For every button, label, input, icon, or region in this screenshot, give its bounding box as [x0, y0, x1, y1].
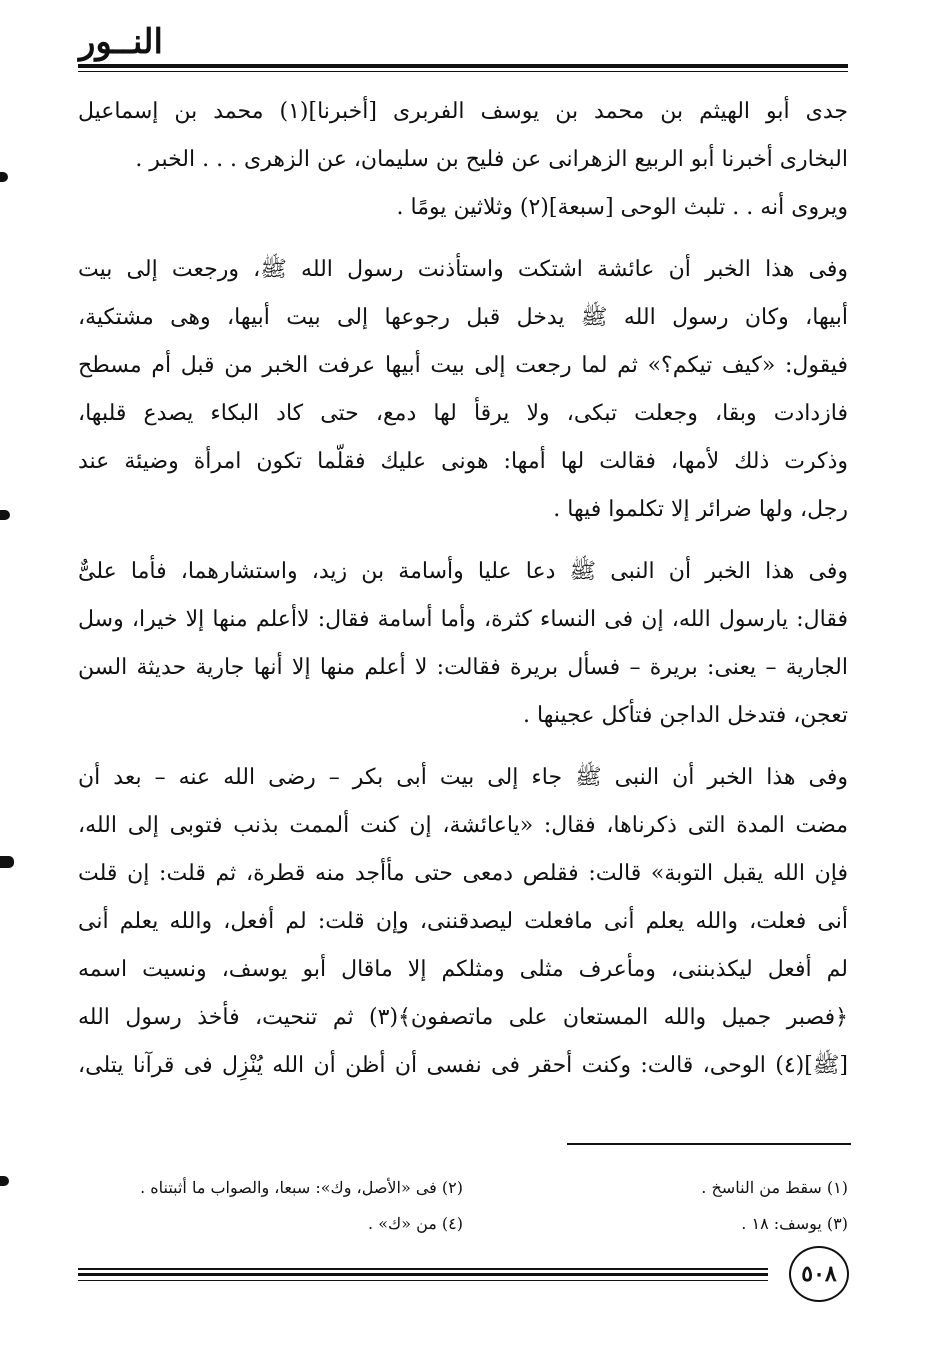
footer-rule	[78, 1273, 768, 1276]
text-line: وفى هذا الخبر أن النبى ﷺ دعا عليا وأسامة بن زيد، واستشارهما، فأما علىٌّ	[78, 559, 848, 584]
footer-rule	[78, 1280, 768, 1281]
margin-scan-mark	[0, 510, 10, 520]
text-line: تعجن، فتدخل الداجن فتأكل عجينها .	[523, 703, 848, 728]
text-line: الجارية – يعنى: بريرة – فسأل بريرة فقالت: لا أعلم منها إلا أنها جارية حديثة السن	[78, 655, 848, 680]
page-number: ٥٠٨	[789, 1246, 849, 1302]
text-line: لم أفعل ليكذبننى، ومأعرف مثلى ومثلكم إلا ماقال أبو يوسف، ونسيت اسمه	[78, 957, 848, 982]
header-rule-thin	[78, 71, 848, 72]
text-line: أبيها، وكان رسول الله ﷺ يدخل قبل رجوعها إلى بيت أبيها، وهى مشتكية،	[78, 305, 848, 330]
text-line: رجل، ولها ضرائر إلا تكلموا فيها .	[553, 497, 848, 522]
paragraph	[78, 548, 848, 740]
paragraph	[78, 246, 848, 534]
header-rule-thick	[78, 64, 848, 68]
footnote-separator	[567, 1143, 851, 1145]
footnote: (٣) يوسف: ١٨ .	[741, 1214, 848, 1233]
text-line: وفى هذا الخبر أن عائشة اشتكت واستأذنت رسول الله ﷺ، ورجعت إلى بيت	[78, 257, 848, 282]
paragraph-gap	[78, 232, 848, 246]
text-line: وفى هذا الخبر أن النبى ﷺ جاء إلى بيت أبى بكر – رضى الله عنه – بعد أن	[78, 765, 848, 790]
text-line: البخارى أخبرنا أبو الربيع الزهرانى عن فليح بن سليمان، عن الزهرى . . . الخبر .	[135, 147, 848, 172]
main-text	[78, 88, 848, 1090]
footnote: (١) سقط من الناسخ .	[701, 1178, 848, 1197]
text-line: فازدادت وبقا، وجعلت تبكى، ولا يرقأ لها دمع، حتى كاد البكاء يصدع قلبها،	[78, 401, 848, 426]
footnote: (٤) من «ك» .	[368, 1214, 463, 1233]
text-line: فيقول: «كيف تيكم؟» ثم لما رجعت إلى بيت أبيها عرفت الخبر من قبل أم مسطح	[78, 353, 848, 378]
text-line: وذكرت ذلك لأمها، فقالت لها أمها: هونى عليك فقلّما تكون امرأة وضيئة عند	[78, 449, 848, 474]
paragraph-gap	[78, 740, 848, 754]
footnote-row	[78, 1206, 848, 1242]
margin-scan-mark	[0, 172, 8, 182]
footnotes	[78, 1170, 848, 1242]
running-header-title: النــور	[79, 22, 163, 62]
footnote: (٢) فى «الأصل، وك»: سبعا، والصواب ما أثبتناه .	[140, 1178, 463, 1197]
text-line: ﴿فصبر جميل والله المستعان على ماتصفون﴾(٣) ثم تنحيت، فأخذ رسول الله	[78, 1005, 848, 1030]
margin-scan-mark	[0, 1176, 9, 1186]
margin-scan-mark	[0, 856, 14, 868]
text-line: فقال: يارسول الله، إن فى النساء كثرة، وأما أسامة فقال: لاأعلم منها إلا خيرا، وسل	[78, 607, 848, 632]
paragraph	[78, 184, 848, 232]
text-line: [ﷺ](٤) الوحى، قالت: وكنت أحقر فى نفسى أن أظن أن الله يُنْزِل فى قرآنا يتلى،	[78, 1053, 848, 1078]
text-line: جدى أبو الهيثم بن محمد بن يوسف الفربرى [أخبرنا](١) محمد بن إسماعيل	[78, 99, 848, 124]
text-line: أنى فعلت، والله يعلم أنى مافعلت ليصدقننى، وإن قلت: لم أفعل، والله يعلم أنى	[78, 909, 849, 934]
paragraph	[78, 754, 848, 1090]
text-line: ويروى أنه . . تلبث الوحى [سبعة](٢) وثلاثين يومًا .	[396, 195, 848, 220]
text-line: مضت المدة التى ذكرناها، فقال: «ياعائشة، إن كنت ألممت بذنب فتوبى إلى الله،	[78, 813, 848, 838]
footer-rule	[78, 1268, 768, 1270]
paragraph	[78, 88, 848, 184]
text-line: فإن الله يقبل التوبة» قالت: فقلص دمعى حتى مأأجد منه قطرة، ثم قلت: إن قلت	[78, 861, 848, 886]
footnote-row	[78, 1170, 848, 1206]
paragraph-gap	[78, 534, 848, 548]
